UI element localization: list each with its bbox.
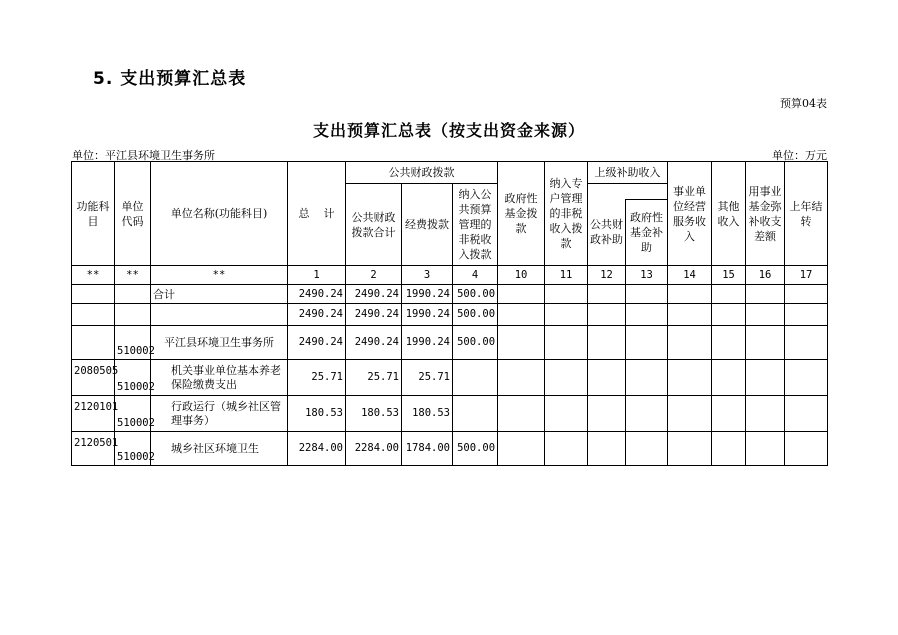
header-nontax-budget: 纳入公共预算管理的非税收入拨款 xyxy=(453,184,498,266)
funding-cell: 1990.24 xyxy=(402,326,453,360)
header-gov-fund-subsidy: 政府性基金补助 xyxy=(626,200,668,266)
header-business-income: 事业单位经营服务收入 xyxy=(668,162,712,266)
table-row xyxy=(72,432,828,466)
name-cell: 城乡社区环境卫生 xyxy=(151,432,288,466)
header-public-finance-total: 公共财政拨款合计 xyxy=(346,184,402,266)
func-cell xyxy=(72,326,115,360)
nontax-cell: 500.00 xyxy=(453,304,498,326)
funding-cell: 1784.00 xyxy=(402,432,453,466)
unit-label-right: 单位：万元 xyxy=(772,149,827,162)
name-cell: 平江县环境卫生事务所 xyxy=(151,326,288,360)
header-gov-fund: 政府性基金拨款 xyxy=(498,162,545,266)
funding-cell: 1990.24 xyxy=(402,285,453,304)
pf-total-cell: 2490.24 xyxy=(346,326,402,360)
total-cell: 180.53 xyxy=(288,396,346,432)
header-funding: 经费拨款 xyxy=(402,184,453,266)
table-row xyxy=(72,396,828,432)
nontax-cell: 500.00 xyxy=(453,326,498,360)
table-row xyxy=(72,304,828,326)
header-unit-code: 单位代码 xyxy=(115,162,151,266)
index-cell: ** xyxy=(72,266,115,285)
funding-cell: 25.71 xyxy=(402,360,453,396)
index-row xyxy=(72,266,828,285)
index-cell: 12 xyxy=(588,266,626,285)
name-cell: 行政运行（城乡社区管理事务） xyxy=(151,396,288,432)
index-cell: 4 xyxy=(453,266,498,285)
header-public-subsidy: 公共财政补助 xyxy=(588,200,626,266)
code-cell: 510002 xyxy=(115,432,151,466)
table-row xyxy=(72,326,828,360)
index-cell: 2 xyxy=(346,266,402,285)
nontax-cell xyxy=(453,396,498,432)
nontax-cell: 500.00 xyxy=(453,285,498,304)
funding-cell: 180.53 xyxy=(402,396,453,432)
nontax-cell: 500.00 xyxy=(453,432,498,466)
header-total: 总 计 xyxy=(288,162,346,266)
code-cell: 510002 xyxy=(115,326,151,360)
header-fund-offset: 用事业基金弥补收支差额 xyxy=(746,162,785,266)
code-cell: 510002 xyxy=(115,396,151,432)
index-cell: 3 xyxy=(402,266,453,285)
index-cell: ** xyxy=(115,266,151,285)
section-title: 5. 支出预算汇总表 xyxy=(93,69,247,89)
header-unit-name: 单位名称(功能科目) xyxy=(151,162,288,266)
index-cell: 1 xyxy=(288,266,346,285)
code-cell xyxy=(115,285,151,304)
total-cell: 2490.24 xyxy=(288,304,346,326)
form-code: 预算04表 xyxy=(780,97,827,110)
header-public-finance: 公共财政拨款 xyxy=(346,162,498,184)
nontax-cell xyxy=(453,360,498,396)
table-row xyxy=(72,360,828,396)
func-cell: 2120501 xyxy=(72,432,115,466)
pf-total-cell: 25.71 xyxy=(346,360,402,396)
index-cell: 10 xyxy=(498,266,545,285)
budget-table xyxy=(71,161,828,466)
header-nontax-special: 纳入专户管理的非税收入拨款 xyxy=(545,162,588,266)
index-cell: 11 xyxy=(545,266,588,285)
name-cell: 合计 xyxy=(151,285,288,304)
index-cell: 13 xyxy=(626,266,668,285)
pf-total-cell: 2284.00 xyxy=(346,432,402,466)
index-cell: 15 xyxy=(712,266,746,285)
func-cell: 2120101 xyxy=(72,396,115,432)
pf-total-cell: 180.53 xyxy=(346,396,402,432)
pf-total-cell: 2490.24 xyxy=(346,285,402,304)
func-cell xyxy=(72,285,115,304)
name-cell: 机关事业单位基本养老保险缴费支出 xyxy=(151,360,288,396)
name-cell xyxy=(151,304,288,326)
total-cell: 25.71 xyxy=(288,360,346,396)
unit-label-left: 单位：平江县环境卫生事务所 xyxy=(72,149,215,162)
func-cell xyxy=(72,304,115,326)
index-cell: 17 xyxy=(785,266,828,285)
table-row xyxy=(72,285,828,304)
header-carryover: 上年结转 xyxy=(785,162,828,266)
index-cell: 16 xyxy=(746,266,785,285)
header-superior-subsidy: 上级补助收入 xyxy=(588,162,668,184)
table-title: 支出预算汇总表（按支出资金来源） xyxy=(312,121,585,140)
code-cell: 510002 xyxy=(115,360,151,396)
index-cell: ** xyxy=(151,266,288,285)
total-cell: 2284.00 xyxy=(288,432,346,466)
total-cell: 2490.24 xyxy=(288,326,346,360)
funding-cell: 1990.24 xyxy=(402,304,453,326)
header-func-subject: 功能科目 xyxy=(72,162,115,266)
pf-total-cell: 2490.24 xyxy=(346,304,402,326)
func-cell: 2080505 xyxy=(72,360,115,396)
total-cell: 2490.24 xyxy=(288,285,346,304)
index-cell: 14 xyxy=(668,266,712,285)
header-other-income: 其他收入 xyxy=(712,162,746,266)
code-cell xyxy=(115,304,151,326)
